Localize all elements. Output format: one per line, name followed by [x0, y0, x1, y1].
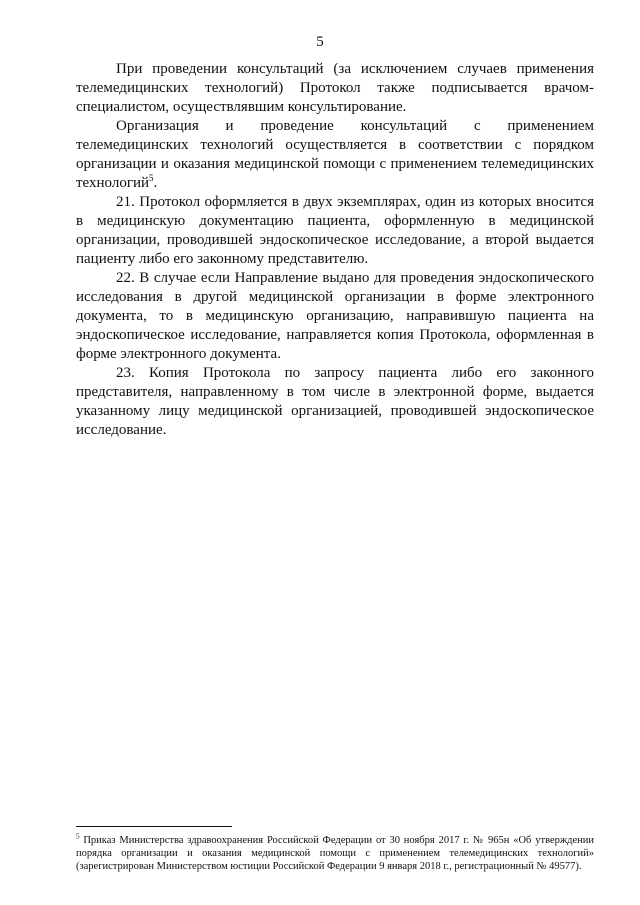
paragraph-text: 21. Протокол оформляется в двух экземплярах, один из которых вносится в медицинскую документацию пациента, оформленную в медицинской организации, проводившей эндоскопическое исследование, а второй выдается пациенту либо его законному представителю.: [76, 194, 594, 267]
paragraph-item-22: [76, 269, 594, 364]
page-number: 5: [316, 34, 324, 50]
paragraph-consultations-signature: [76, 60, 594, 117]
document-body: [76, 60, 594, 440]
paragraph-text-end: .: [153, 175, 158, 191]
footnote: [76, 834, 594, 873]
footnote-reference: 5: [149, 173, 154, 183]
paragraph-text: Организация и проведение консультаций с применением телемедицинских технологий осуществляется в соответствии с порядком организации и оказания медицинской помощи с применением телемедицинских технологий: [76, 118, 594, 191]
footnote-marker: 5: [76, 832, 80, 841]
paragraph-text: 23. Копия Протокола по запросу пациента либо его законного представителя, направленному в том числе в электронной форме, выдается указанному лицу медицинской организацией, проводившей эндоскопическое исследование.: [76, 365, 594, 438]
footnote-text: Приказ Министерства здравоохранения Российской Федерации от 30 ноября 2017 г. № 965н «Об утверждении порядка организации и оказания медицинской помощи с применением телемедицинских технологий» (зарегистрирован Министерством юстиции Российской Федерации 9 января 2018 г., регистрационный № 49577).: [76, 835, 594, 872]
paragraph-telemedicine: [76, 117, 594, 193]
footnote-divider: [76, 826, 232, 827]
paragraph-text: 22. В случае если Направление выдано для проведения эндоскопического исследования в другой медицинской организации в форме электронного документа, то в медицинскую организацию, направившую пациента на эндоскопическое исследование, направляется копия Протокола, оформленная в форме электронного документа.: [76, 270, 594, 362]
paragraph-text: При проведении консультаций (за исключением случаев применения телемедицинских технологий) Протокол также подписывается врачом-специалистом, осуществлявшим консультирование.: [76, 61, 594, 115]
paragraph-item-21: [76, 193, 594, 269]
paragraph-item-23: [76, 364, 594, 440]
